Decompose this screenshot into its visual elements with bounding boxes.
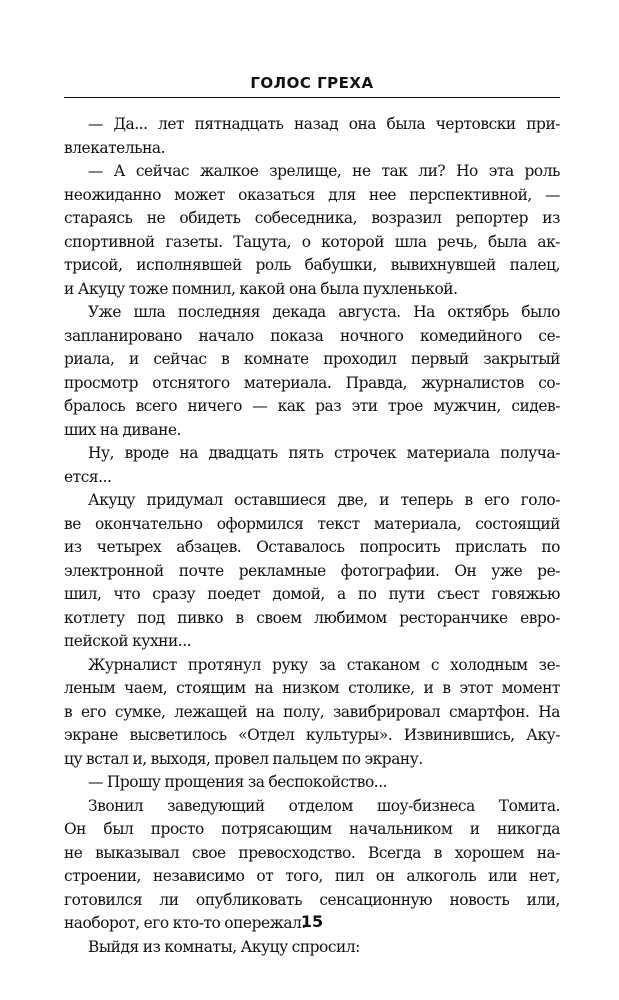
text-line: ется... bbox=[64, 467, 112, 486]
text-line: ве окончательно оформился текст материала, состоящий bbox=[64, 514, 560, 533]
text-line: котлету под пивко в своем любимом ресторанчике евро- bbox=[64, 608, 560, 627]
text-line: трисой, исполнявшей роль бабушки, вывихнувшей палец, bbox=[64, 256, 560, 274]
running-title: ГОЛОС ГРЕХА bbox=[250, 74, 374, 92]
text-line: Ну, вроде на двадцать пять строчек материала получа- bbox=[88, 444, 560, 462]
text-line: из четырех абзацев. Оставалось попросить прислать по bbox=[64, 538, 560, 556]
text-line: Уже шла последняя декада августа. На октябрь было bbox=[88, 303, 560, 321]
page-number: 15 bbox=[300, 912, 324, 931]
text-line: — Прошу прощения за беспокойство... bbox=[88, 773, 388, 791]
text-line: шил, что сразу поедет домой, а по пути съест говяжью bbox=[64, 585, 560, 603]
text-line: электронной почте рекламные фотографии. Он уже ре- bbox=[64, 561, 560, 580]
text-line: не выказывал свое превосходство. Всегда в хорошем на- bbox=[64, 843, 560, 862]
text-line: просмотр отснятого материала. Правда, журналистов со- bbox=[64, 373, 560, 392]
text-line: неожиданно может оказаться для нее перспективной, — bbox=[64, 185, 560, 204]
text-line: цу встал и, выходя, провел пальцем по экрану. bbox=[64, 749, 423, 768]
text-line: в его сумке, лежащей на полу, завибрировал смартфон. На bbox=[64, 702, 560, 721]
text-line: — Да... лет пятнадцать назад она была чертовски при- bbox=[88, 115, 560, 133]
text-line: строении, независимо от того, пил он алкоголь или нет, bbox=[64, 867, 560, 885]
text-line: экране высветилось «Отдел культуры». Извинившись, Аку- bbox=[64, 726, 560, 744]
text-line: запланировано начало показа ночного комедийного се- bbox=[64, 326, 560, 345]
text-line: готовился ли опубликовать сенсационную новость или, bbox=[64, 890, 560, 909]
text-line: Журналист протянул руку за стаканом с холодным зе- bbox=[88, 655, 560, 674]
text-line: наоборот, его кто-то опережал. bbox=[64, 914, 306, 932]
text-line: леным чаем, стоящим на низком столике, и в этот момент bbox=[64, 679, 560, 697]
text-line: Он был просто потрясающим начальником и никогда bbox=[64, 820, 560, 838]
text-line: стараясь не обидеть собеседника, возразил репортер из bbox=[64, 209, 560, 227]
text-line: Звонил заведующий отделом шоу-бизнеса Томита. bbox=[88, 796, 560, 815]
text-line: бралось всего ничего — как раз эти трое мужчин, сидев- bbox=[64, 397, 560, 415]
text-line: и Акуцу тоже помнил, какой она была пухленькой. bbox=[64, 279, 458, 298]
text-line: ших на диване. bbox=[64, 420, 181, 439]
text-line: — А сейчас жалкое зрелище, не так ли? Но эта роль bbox=[88, 162, 560, 180]
text-line: риала, и сейчас в комнате проходил первый закрытый bbox=[64, 350, 560, 368]
header-rule bbox=[64, 97, 560, 98]
text-line: пейской кухни... bbox=[64, 632, 192, 650]
body-text bbox=[64, 113, 560, 959]
text-line: влекательна. bbox=[64, 138, 166, 157]
text-line: Акуцу придумал оставшиеся две, и теперь в его голо- bbox=[88, 491, 560, 509]
text-line: спортивной газеты. Тацута, о которой шла речь, была ак- bbox=[64, 232, 560, 251]
text-line: Выйдя из комнаты, Акуцу спросил: bbox=[88, 937, 360, 956]
